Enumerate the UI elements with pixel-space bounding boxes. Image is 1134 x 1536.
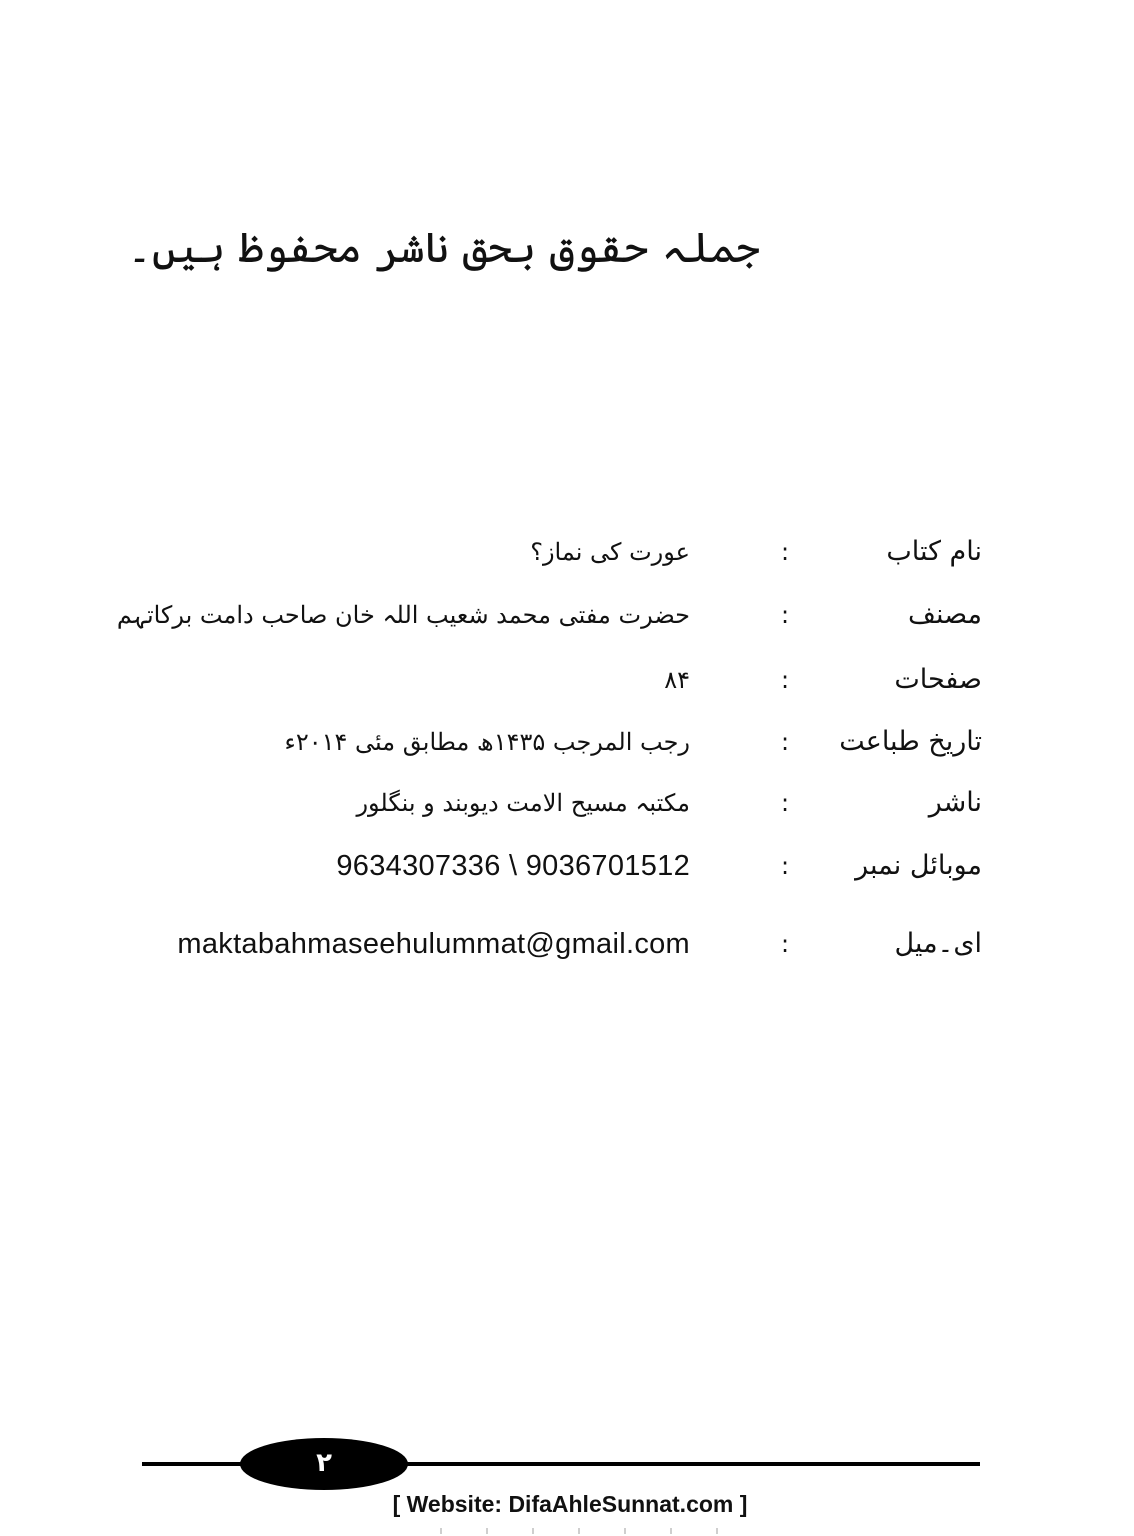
detail-row-publisher xyxy=(0,775,1134,831)
website-footer: [ Website: DifaAhleSunnat.com ] xyxy=(392,1491,748,1517)
email-label: ای۔میل xyxy=(894,928,982,959)
author-value: حضرت مفتی محمد شعیب اللہ خان صاحب دامت برکاتہم xyxy=(116,601,690,629)
page-number: ۲ xyxy=(316,1448,332,1478)
publisher-value: مکتبہ مسیح الامت دیوبند و بنگلور xyxy=(356,789,690,817)
colon-separator: : xyxy=(780,930,790,958)
book-title-label: نام کتاب xyxy=(886,536,982,567)
colon-separator: : xyxy=(780,666,790,694)
colon-separator: : xyxy=(780,789,790,817)
print-date-value: رجب المرجب ۱۴۳۵ھ مطابق مئی ۲۰۱۴ء xyxy=(284,728,690,756)
detail-row-mobile xyxy=(0,838,1134,894)
colon-separator: : xyxy=(780,728,790,756)
print-date-label: تاریخ طباعت xyxy=(839,726,982,757)
book-title-value: عورت کی نماز؟ xyxy=(530,538,690,566)
scan-artifact-divider xyxy=(440,1528,760,1534)
detail-row-email xyxy=(0,916,1134,972)
pages-label: صفحات xyxy=(894,664,982,695)
email-value: maktabahmaseehulummat@gmail.com xyxy=(177,928,690,960)
colon-separator: : xyxy=(780,852,790,880)
mobile-label: موبائل نمبر xyxy=(855,850,982,881)
publisher-label: ناشر xyxy=(928,787,982,818)
author-label: مصنف xyxy=(908,599,982,630)
pages-value: ۸۴ xyxy=(664,666,690,694)
detail-row-print-date xyxy=(0,714,1134,770)
detail-row-pages xyxy=(0,652,1134,708)
detail-row-author xyxy=(0,587,1134,643)
detail-row-book-title xyxy=(0,524,1134,580)
colon-separator: : xyxy=(780,538,790,566)
page-number-badge xyxy=(240,1438,408,1490)
copyright-heading: جملہ حقوق بحق ناشر محفوظ ہیں۔ xyxy=(127,223,760,272)
colon-separator: : xyxy=(780,601,790,629)
mobile-value: 9634307336 \ 9036701512 xyxy=(336,850,690,882)
